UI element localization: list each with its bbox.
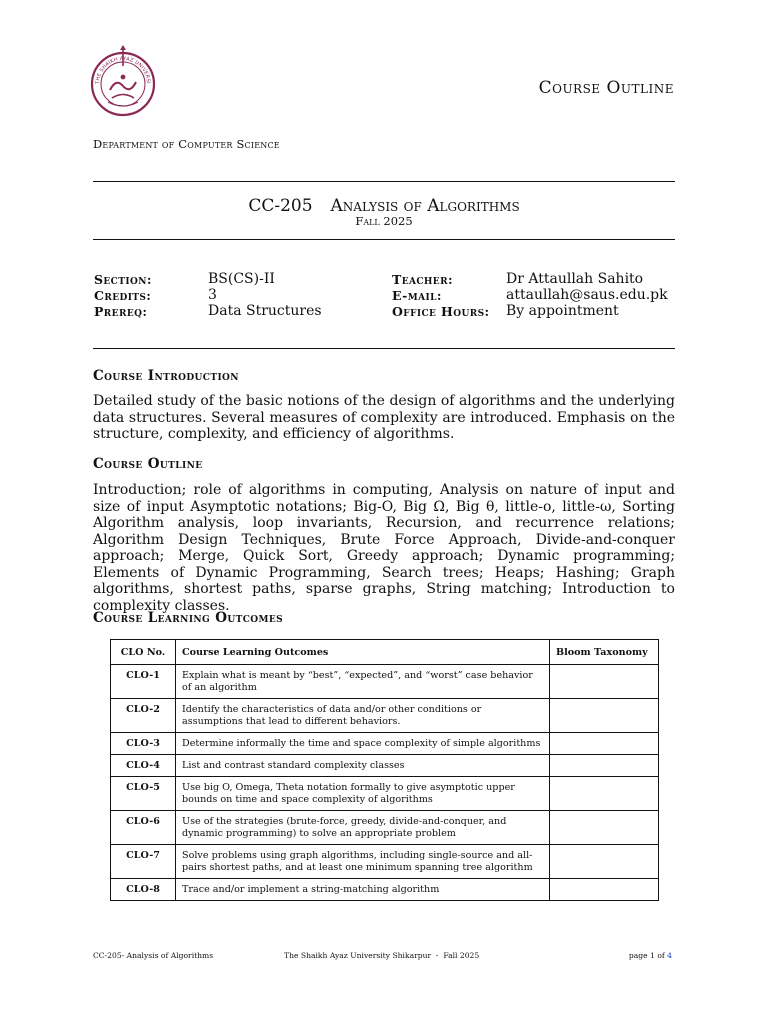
table-row xyxy=(111,879,659,901)
intro-text: Detailed study of the basic notions of the design of algorithms and the underlying data structures. Several measures of complexity are introduced. Emphasis on the structure, complexity, and efficiency of algorithms. xyxy=(93,393,675,442)
title-bottom-rule xyxy=(93,239,675,240)
intro-heading: Course Introduction xyxy=(93,368,239,384)
table-row xyxy=(111,811,659,845)
email-label: E-mail: xyxy=(392,288,442,303)
clo-heading: Course Learning Outcomes xyxy=(93,610,284,626)
clo-outcome: Trace and/or implement a string-matching algorithm xyxy=(176,879,550,901)
table-row xyxy=(111,755,659,777)
clo-number: CLO-8 xyxy=(111,879,176,901)
university-seal-icon xyxy=(90,44,156,120)
clo-outcome: Solve problems using graph algorithms, including single-source and all-pairs shortest paths, and at least one minimum spanning tree algorithm xyxy=(176,845,550,879)
top-rule xyxy=(93,181,675,182)
footer-page-of: of xyxy=(657,951,665,960)
table-row xyxy=(111,777,659,811)
clo-bloom xyxy=(550,733,659,755)
credits-value: 3 xyxy=(208,287,217,303)
clo-bloom xyxy=(550,845,659,879)
outline-heading: Course Outline xyxy=(93,456,203,472)
clo-number: CLO-7 xyxy=(111,845,176,879)
credits-label: Credits: xyxy=(94,288,152,303)
department-name: Department of Computer Science xyxy=(93,137,280,151)
clo-number: CLO-6 xyxy=(111,811,176,845)
footer-page-prefix: page xyxy=(628,951,648,960)
clo-bloom xyxy=(550,879,659,901)
clo-bloom xyxy=(550,755,659,777)
table-row xyxy=(111,845,659,879)
clo-col-no: CLO No. xyxy=(111,640,176,665)
footer-university: The Shaikh Ayaz University Shikarpur - Fall 2025 xyxy=(284,951,480,960)
section-value: BS(CS)-II xyxy=(208,271,275,287)
teacher-label: Teacher: xyxy=(392,272,453,287)
email-link[interactable]: attaullah@saus.edu.pk xyxy=(506,287,668,303)
course-code: CC-205 xyxy=(248,196,313,216)
office-hours-value: By appointment xyxy=(506,303,619,319)
footer-page xyxy=(629,951,672,960)
clo-outcome: Use big O, Omega, Theta notation formally to give asymptotic upper bounds on time and space complexity of algorithms xyxy=(176,777,550,811)
clo-outcome: Explain what is meant by “best”, “expected”, and “worst” case behavior of an algorithm xyxy=(176,665,550,699)
clo-outcome: Use of the strategies (brute-force, greedy, divide-and-conquer, and dynamic programming) to solve an appropriate problem xyxy=(176,811,550,845)
outline-text: Introduction; role of algorithms in computing, Analysis on nature of input and size of input Asymptotic notations; Big-O, Big Ω, Big θ, little-o, little-ω, Sorting Algorithm analysis, loop invariants, Recursion, and recurrence relations; Algorithm Design Techniques, Brute Force Approach, Divide-and-conquer approach; Merge, Quick Sort, Greedy approach; Dynamic programming; Elements of Dynamic Programming, Search trees; Heaps; Hashing; Graph algorithms, shortest paths, sparse graphs, String matching; Introduction to complexity classes. xyxy=(93,482,675,614)
clo-table xyxy=(110,639,659,901)
table-row xyxy=(111,699,659,733)
clo-bloom xyxy=(550,665,659,699)
footer-page-number: 1 xyxy=(650,951,655,960)
clo-number: CLO-2 xyxy=(111,699,176,733)
clo-number: CLO-5 xyxy=(111,777,176,811)
teacher-value: Dr Attaullah Sahito xyxy=(506,271,644,287)
footer-page-total-link[interactable]: 4 xyxy=(667,951,672,960)
office-hours-label: Office Hours: xyxy=(392,304,490,319)
clo-col-bloom: Bloom Taxonomy xyxy=(550,640,659,665)
seal-text: THE SHAIKH AYAZ UNIVERSI xyxy=(94,55,152,85)
document-type-title: Course Outline xyxy=(538,78,674,98)
section-label: Section: xyxy=(94,272,152,287)
clo-bloom xyxy=(550,699,659,733)
clo-number: CLO-4 xyxy=(111,755,176,777)
course-term: Fall 2025 xyxy=(355,214,413,228)
clo-bloom xyxy=(550,811,659,845)
clo-outcome: Determine informally the time and space complexity of simple algorithms xyxy=(176,733,550,755)
table-row xyxy=(111,665,659,699)
table-row xyxy=(111,733,659,755)
prereq-value: Data Structures xyxy=(208,303,322,319)
course-title xyxy=(93,196,675,216)
clo-col-outcome: Course Learning Outcomes xyxy=(176,640,550,665)
clo-outcome: List and contrast standard complexity classes xyxy=(176,755,550,777)
course-name: Analysis of Algorithms xyxy=(330,196,520,216)
clo-bloom xyxy=(550,777,659,811)
clo-header-row xyxy=(111,640,659,665)
prereq-label: Prereq: xyxy=(94,304,148,319)
clo-number: CLO-1 xyxy=(111,665,176,699)
footer-course: CC-205- Analysis of Algorithms xyxy=(93,951,214,960)
clo-outcome: Identify the characteristics of data and/or other conditions or assumptions that lead to different behaviors. xyxy=(176,699,550,733)
clo-number: CLO-3 xyxy=(111,733,176,755)
info-bottom-rule xyxy=(93,348,675,349)
